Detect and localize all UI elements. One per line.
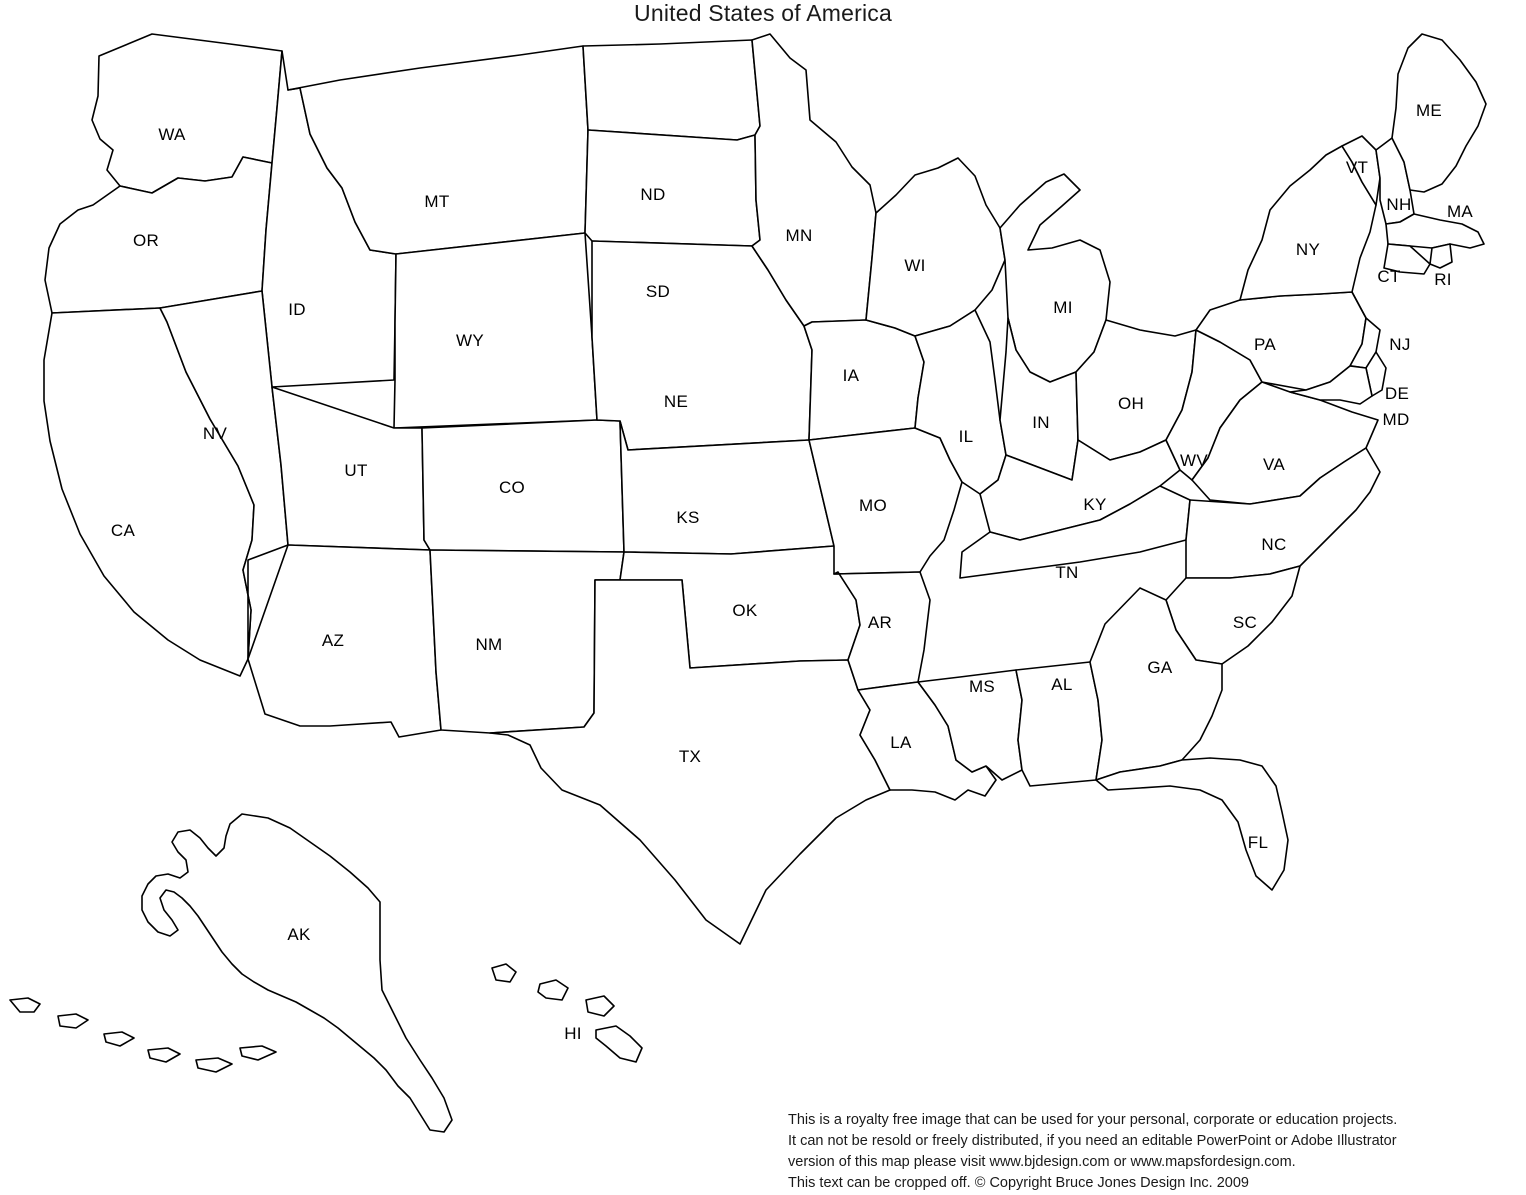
copyright-line-4: This text can be cropped off. © Copyright Bruce Jones Design Inc. 2009 xyxy=(788,1175,1249,1191)
state-label-tn: TN xyxy=(1055,563,1079,582)
state-label-wv: WV xyxy=(1180,451,1208,470)
state-label-me: ME xyxy=(1415,101,1443,120)
state-label-de: DE xyxy=(1384,384,1410,403)
state-label-nj: NJ xyxy=(1389,335,1411,354)
state-label-sc: SC xyxy=(1232,613,1258,632)
state-shape-wy xyxy=(394,233,597,428)
state-label-va: VA xyxy=(1262,455,1286,474)
state-label-wy: WY xyxy=(456,331,484,350)
state-label-al: AL xyxy=(1051,675,1073,694)
state-label-az: AZ xyxy=(321,631,345,650)
state-label-il: IL xyxy=(958,427,974,446)
state-shape-ak-islands xyxy=(10,998,276,1072)
state-label-ak: AK xyxy=(287,925,311,944)
copyright-notice xyxy=(788,1110,1508,1194)
state-label-sd: SD xyxy=(645,282,671,301)
state-label-fl: FL xyxy=(1247,833,1269,852)
state-label-in: IN xyxy=(1032,413,1050,432)
state-shape-ak xyxy=(142,814,452,1132)
copyright-line-1: This is a royalty free image that can be used for your personal, corporate or education projects. xyxy=(788,1112,1398,1128)
state-label-nh: NH xyxy=(1386,195,1412,214)
state-label-mn: MN xyxy=(785,226,813,245)
state-label-ct: CT xyxy=(1377,267,1401,286)
state-shape-fl xyxy=(1096,758,1288,890)
state-label-ga: GA xyxy=(1147,658,1173,677)
state-label-ri: RI xyxy=(1434,270,1452,289)
state-label-oh: OH xyxy=(1117,394,1145,413)
state-label-mt: MT xyxy=(424,192,450,211)
state-label-mo: MO xyxy=(859,496,887,515)
state-label-ok: OK xyxy=(732,601,758,620)
state-label-ut: UT xyxy=(344,461,368,480)
state-label-ny: NY xyxy=(1295,240,1321,259)
state-label-md: MD xyxy=(1382,410,1410,429)
state-label-ma: MA xyxy=(1446,202,1474,221)
state-label-ne: NE xyxy=(663,392,689,411)
state-label-id: ID xyxy=(288,300,306,319)
state-label-pa: PA xyxy=(1253,335,1277,354)
state-label-vt: VT xyxy=(1345,158,1369,177)
state-shape-ri xyxy=(1430,244,1452,268)
state-shape-ia xyxy=(804,320,924,440)
state-label-co: CO xyxy=(498,478,526,497)
state-label-ca: CA xyxy=(110,521,136,540)
page-title: United States of America xyxy=(634,0,892,26)
state-label-nc: NC xyxy=(1261,535,1287,554)
state-label-mi: MI xyxy=(1053,298,1073,317)
state-label-tx: TX xyxy=(678,747,702,766)
state-label-ia: IA xyxy=(842,366,860,385)
state-label-nm: NM xyxy=(475,635,503,654)
state-label-ms: MS xyxy=(968,677,996,696)
state-label-wa: WA xyxy=(158,125,186,144)
state-label-hi: HI xyxy=(564,1024,582,1043)
state-shape-az xyxy=(248,545,441,737)
state-label-or: OR xyxy=(132,231,160,250)
state-label-ar: AR xyxy=(867,613,893,632)
state-shape-hi-islands xyxy=(492,964,642,1062)
state-shape-wi xyxy=(866,158,1005,336)
state-label-nd: ND xyxy=(640,185,666,204)
state-label-ks: KS xyxy=(676,508,700,527)
state-label-wi: WI xyxy=(904,256,926,275)
copyright-line-2: It can not be resold or freely distributed, if you need an editable PowerPoint or Adobe Illustrator xyxy=(788,1133,1397,1149)
state-shape-sd xyxy=(585,130,760,246)
state-label-ky: KY xyxy=(1083,495,1107,514)
copyright-line-3: version of this map please visit www.bjdesign.com or www.mapsfordesign.com. xyxy=(788,1154,1296,1170)
state-label-la: LA xyxy=(890,733,912,752)
state-shape-nd xyxy=(583,40,760,140)
state-label-nv: NV xyxy=(202,424,228,443)
